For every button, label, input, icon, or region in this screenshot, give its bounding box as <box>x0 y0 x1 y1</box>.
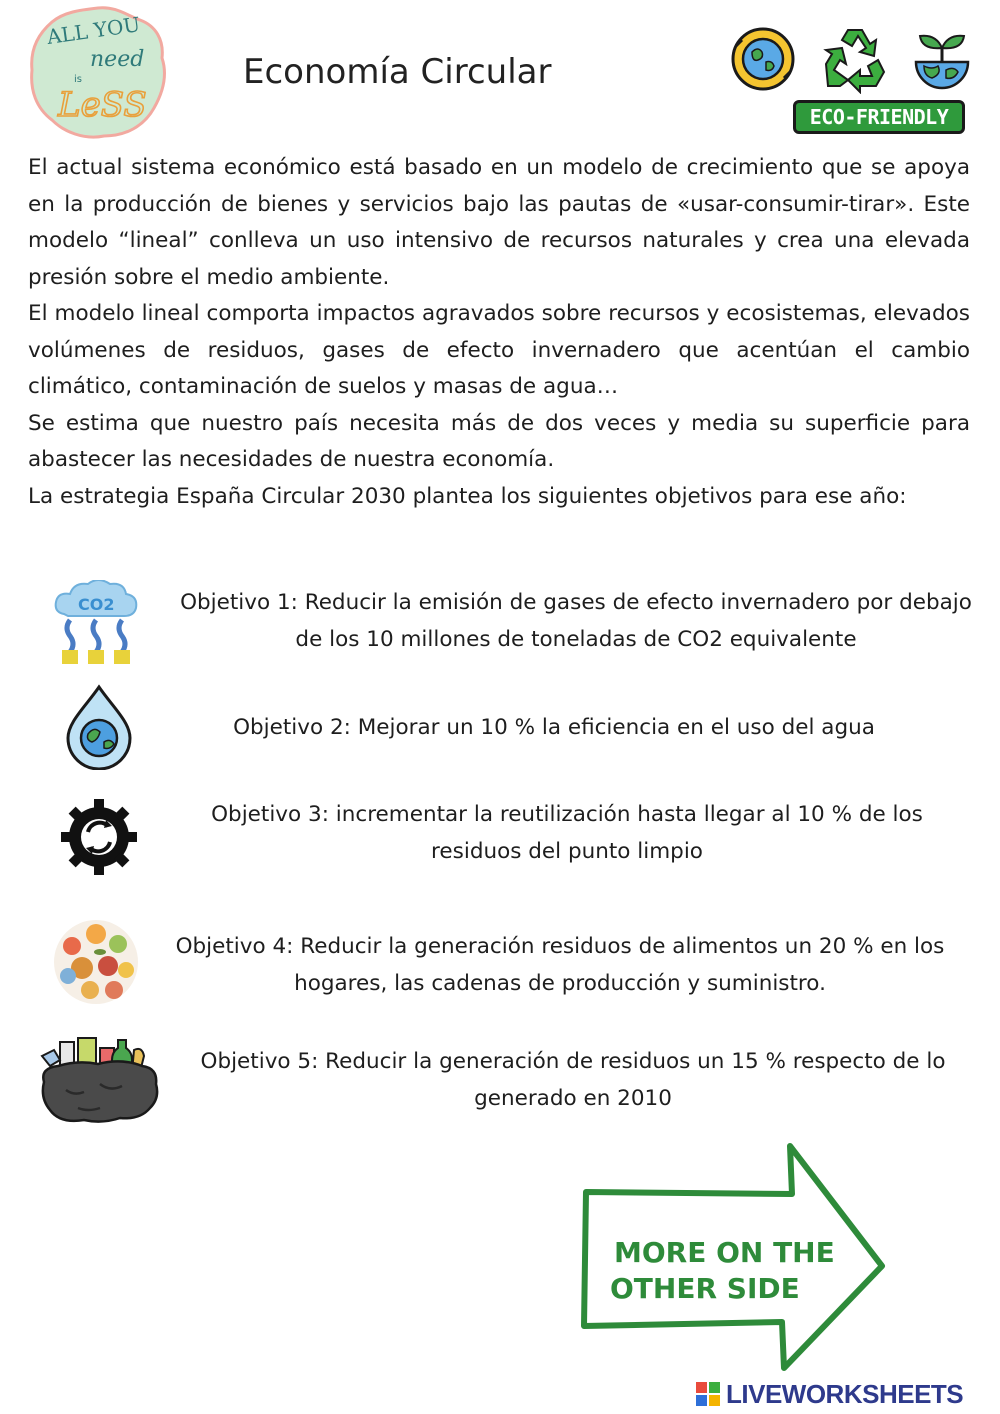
co2-factory-icon <box>50 580 142 666</box>
intro-text <box>28 150 970 515</box>
objective-4-text: Objetivo 4: Reducir la generación residuos de alimentos un 20 % en los hogares, las cadenas de producción y suministro. <box>175 934 945 996</box>
arrow-text-line1: MORE ON THE <box>614 1236 835 1269</box>
garbage-pile-icon <box>38 1034 160 1124</box>
logo-text-all-you: ALL YOU <box>45 12 142 49</box>
liveworksheets-brand <box>696 1378 996 1410</box>
eco-friendly-badge: ECO-FRIENDLY <box>793 100 965 134</box>
footer-brand-text: LIVEWORKSHEETS <box>726 1378 964 1409</box>
arrow-text-line2: OTHER SIDE <box>610 1272 800 1305</box>
objective-2-text: Objetivo 2: Mejorar un 10 % la eficiencia en el uso del agua <box>233 715 875 740</box>
objective-3-text: Objetivo 3: incrementar la reutilización hasta llegar al 10 % de los residuos del punto limpio <box>211 802 923 864</box>
food-circle-icon <box>52 918 140 1006</box>
svg-text:is: is <box>74 74 82 85</box>
co2-label: CO2 <box>78 595 115 614</box>
plant-globe-icon <box>910 28 974 90</box>
recycle-icon <box>818 24 890 94</box>
more-on-other-side-arrow[interactable] <box>578 1140 890 1376</box>
svg-text:need: need <box>90 47 145 72</box>
all-you-need-is-less-logo <box>28 4 168 140</box>
objective-5-text: Objetivo 5: Reducir la generación de residuos un 15 % respecto de lo generado en 2010 <box>200 1049 946 1111</box>
svg-text:LeSS: LeSS <box>58 85 147 125</box>
liveworksheets-logo-icon <box>696 1382 720 1406</box>
water-drop-globe-icon <box>64 684 134 770</box>
intro-paragraph: El actual sistema económico está basado en un modelo de crecimiento que se apoya en la producción de bienes y servicios bajo las pautas de «usar-consumir-tirar». Este modelo “lineal” conlleva un uso intensivo de recursos naturales y crea una elevada presión sobre el medio ambiente. <box>28 155 970 290</box>
objective-1-text: Objetivo 1: Reducir la emisión de gases de efecto invernadero por debajo de los 10 millones de toneladas de CO2 equivalente <box>180 590 972 652</box>
gear-recycle-icon <box>60 798 138 876</box>
intro-paragraph: El modelo lineal comporta impactos agravados sobre recursos y ecosistemas, elevados volúmenes de residuos, gases de efecto invernadero que acentúan el cambio climático, contaminación de suelos y masas de agua… <box>28 301 970 399</box>
earth-recycle-icon <box>728 26 798 92</box>
intro-paragraph: La estrategia España Circular 2030 plantea los siguientes objetivos para ese año: <box>28 483 907 509</box>
page-title: Economía Circular <box>243 52 552 92</box>
intro-paragraph: Se estima que nuestro país necesita más de dos veces y media su superficie para abastecer las necesidades de nuestra economía. <box>28 410 970 472</box>
